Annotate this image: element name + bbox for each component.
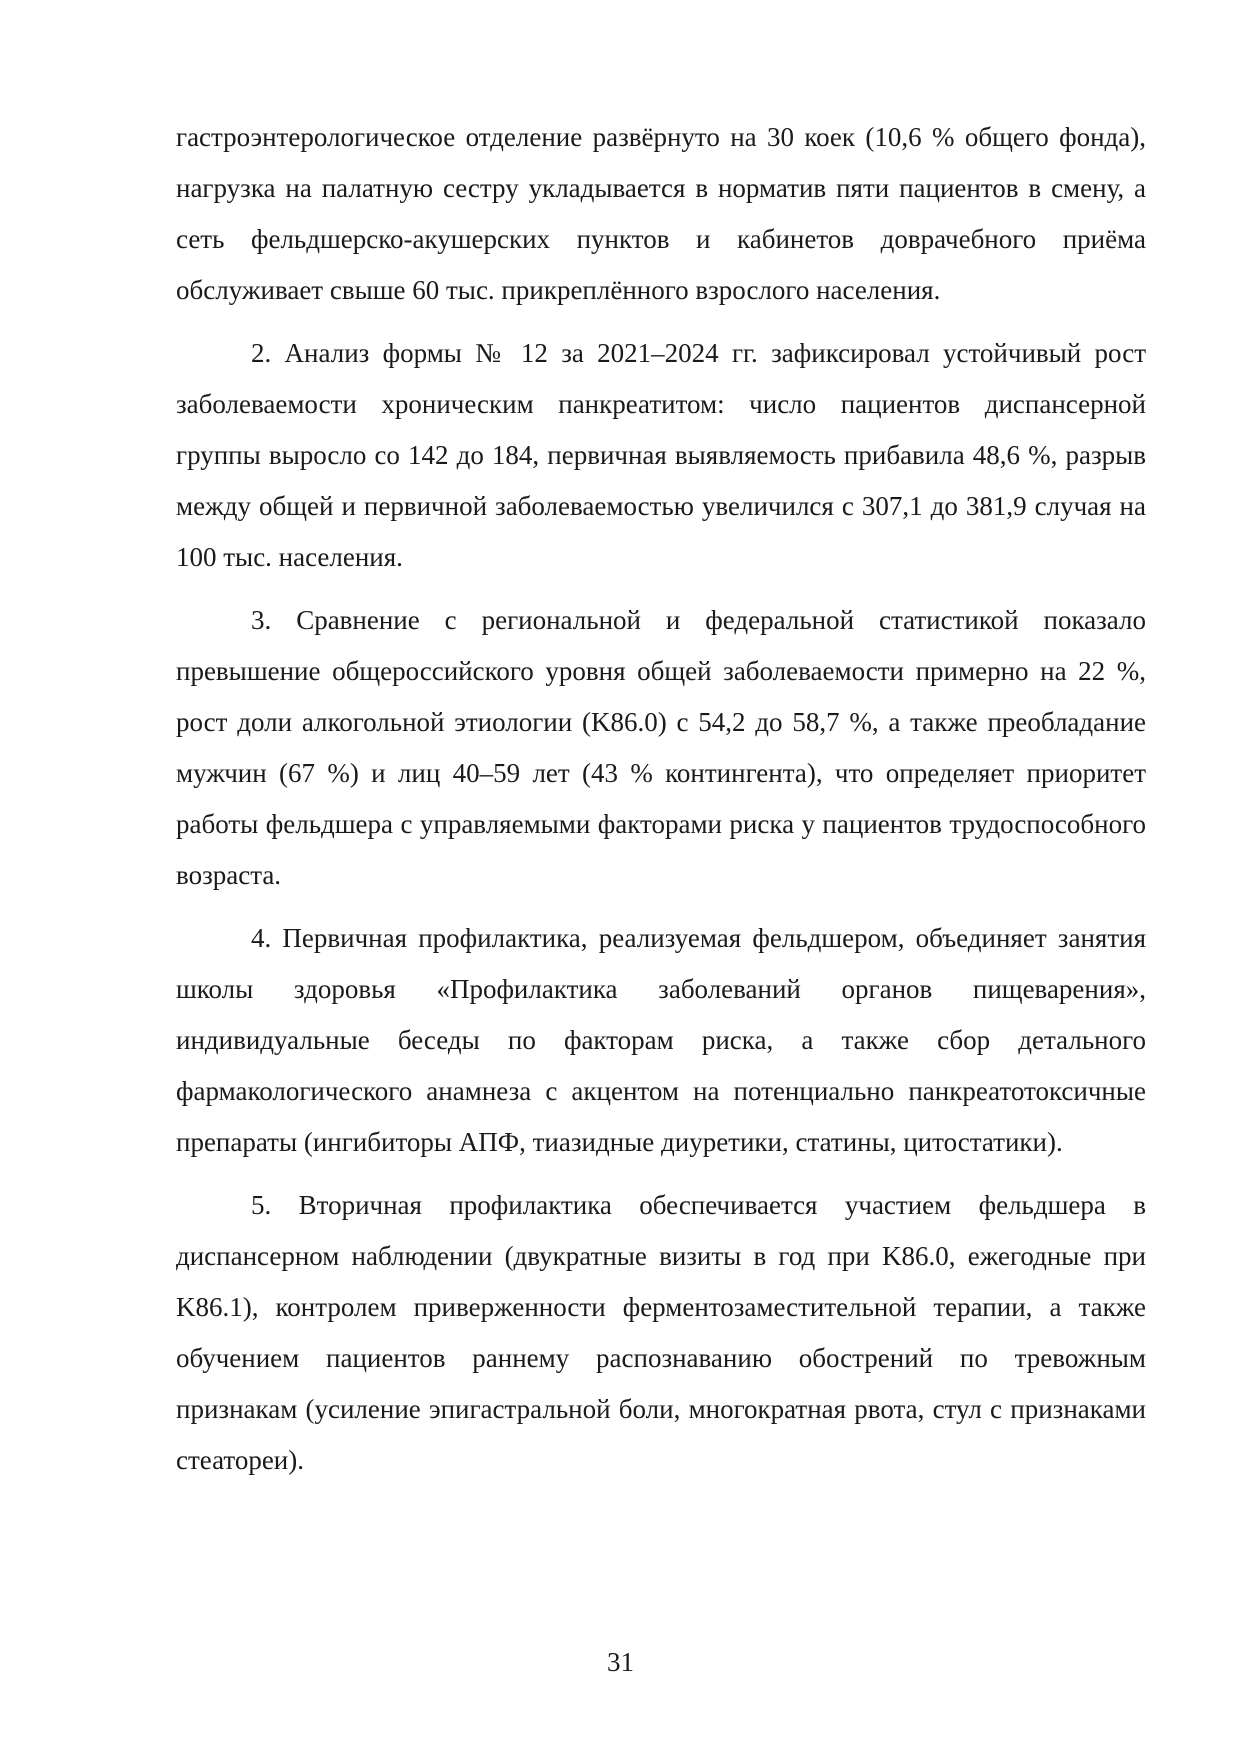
paragraph-conclusion-4: 4. Первичная профилактика, реализуемая фельдшером, объединяет занятия школы здоровья «Профилактика заболеваний органов пищеварения», индивидуальные беседы по факторам риска, а также сбор детального фармакологического анамнеза с акцентом на потенциально панкреатотоксичные препараты (ингибиторы АПФ, тиазидные диуретики, статины, цитостатики). [176, 923, 1146, 1157]
paragraph-conclusion-5: 5. Вторичная профилактика обеспечивается участием фельдшера в диспансерном наблюдении (двукратные визиты в год при K86.0, ежегодные при K86.1), контролем приверженности ферментозаместительной терапии, а также обучением пациентов раннему распознаванию обострений по тревожным признакам (усиление эпигастральной боли, многократная рвота, стул с признаками стеатореи). [176, 1190, 1146, 1475]
paragraph-conclusion-3: 3. Сравнение с региональной и федеральной статистикой показало превышение общероссийского уровня общей заболеваемости примерно на 22 %, рост доли алкогольной этиологии (K86.0) с 54,2 до 58,7 %, а также преобладание мужчин (67 %) и лиц 40–59 лет (43 % контингента), что определяет приоритет работы фельдшера с управляемыми факторами риска у пациентов трудоспособного возраста. [176, 605, 1146, 890]
paragraph-conclusion-2: 2. Анализ формы № 12 за 2021–2024 гг. зафиксировал устойчивый рост заболеваемости хроническим панкреатитом: число пациентов диспансерной группы выросло со 142 до 184, первичная выявляемость прибавила 48,6 %, разрыв между общей и первичной заболеваемостью увеличился с 307,1 до 381,9 случая на 100 тыс. населения. [176, 338, 1146, 572]
page-number: 31 [607, 1647, 634, 1677]
paragraph-continuation: гастроэнтерологическое отделение развёрнуто на 30 коек (10,6 % общего фонда), нагрузка на палатную сестру укладывается в норматив пяти пациентов в смену, а сеть фельдшерско-акушерских пунктов и кабинетов доврачебного приёма обслуживает свыше 60 тыс. прикреплённого взрослого населения. [176, 122, 1146, 305]
document-body [176, 112, 1146, 1498]
